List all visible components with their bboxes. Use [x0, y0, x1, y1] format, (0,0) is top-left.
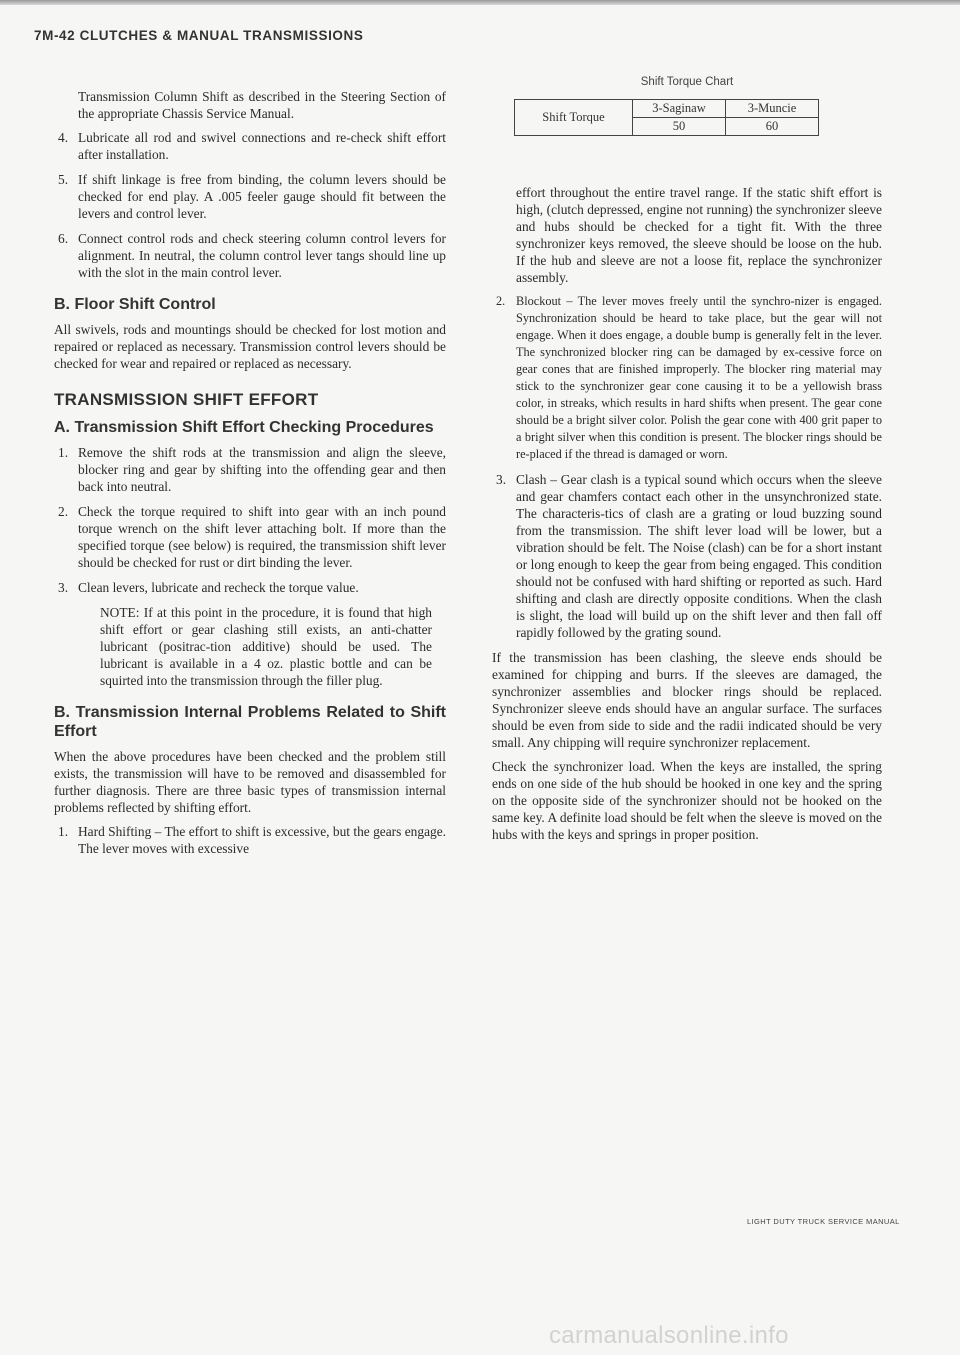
floor-shift-heading: B. Floor Shift Control [54, 296, 216, 313]
step-6 [54, 230, 446, 281]
procedure-step-2 [54, 503, 446, 571]
row-label-cell: Shift Torque [515, 100, 633, 136]
table-row [515, 100, 819, 118]
site-watermark: carmanualsonline.info [549, 1322, 789, 1349]
blockout-item [492, 293, 882, 463]
clashing-paragraph: If the transmission has been clashing, the sleeve ends should be examined for chipping and burrs. If the sleeves are damaged, the synchronizer assemblies and blocker rings should be replaced. Synchronizer sleeve ends should have an angular surface. The surfaces should be even from side to side and the radii indicated should be very small. Any chipping will require synchronizer replacement. [492, 650, 882, 750]
step-number: 4. [58, 130, 69, 145]
footer-manual-name: LIGHT DUTY TRUCK SERVICE MANUAL [747, 1217, 900, 1226]
step-4 [54, 129, 446, 163]
right-column [492, 76, 882, 850]
step-text: Hard Shifting – The effort to shift is excessive, but the gears engage. The lever moves with excessive [78, 824, 446, 856]
column-header-saginaw: 3-Saginaw [633, 100, 726, 118]
step-text: Remove the shift rods at the transmission and align the sleeve, blocker ring and gear by shifting into the offending gear and then back into neutral. [78, 445, 446, 494]
clash-item [492, 471, 882, 641]
shift-effort-heading: TRANSMISSION SHIFT EFFORT [54, 390, 319, 409]
step-number: 2. [496, 294, 506, 308]
step-number: 2. [58, 504, 69, 519]
hard-shifting-continued: effort throughout the entire travel range. If the static shift effort is high, (clutch depressed, engine not running) the synchronizer sleeve and hubs should be checked for a tight fit. With the three synchronizer keys removed, the sleeve should be loose on the hub. If the hub and sleeve are not a loose fit, replace the synchronizer assembly. [516, 185, 882, 285]
running-head: 7M-42 CLUTCHES & MANUAL TRANSMISSIONS [34, 28, 364, 43]
step-text: Clash – Gear clash is a typical sound which occurs when the sleeve and gear chamfers contact each other in the unsynchronized state. The characteris-tics of clash are a grating or loud buzzing sound from the transmission. The shift lever load will be lower, but a vibration should be felt. The Noise (clash) can be for a short instant or long enough to keep the gear from being engaged. This condition should not be confused with hard shifting or reported as such. Hard shifting and clash are directly opposite conditions. When the clash is slight, the load will build up on the shift lever and then fall off rapidly followed by the grating sound. [516, 472, 882, 640]
step-text: If shift linkage is free from binding, the column levers should be checked for end play. A .005 feeler gauge should fit between the levers and control lever. [78, 172, 446, 221]
value-muncie: 60 [726, 118, 819, 136]
step-text: Check the torque required to shift into gear with an inch pound torque wrench on the shift lever attaching bolt. If more than the specified torque (see below) is required, the transmission shift lever should be checked for rust or dirt binding the lever. [78, 504, 446, 570]
step-number: 6. [58, 231, 69, 246]
top-rule [0, 0, 960, 5]
internal-problems-heading: B. Transmission Internal Problems Related to Shift Effort [54, 704, 446, 740]
checking-procedures-heading: A. Transmission Shift Effort Checking Procedures [54, 419, 434, 436]
procedure-step-1 [54, 444, 446, 495]
synchronizer-load-paragraph: Check the synchronizer load. When the keys are installed, the spring ends on one side of the hub should be hooked in one key and the spring on the opposite side of the synchronizer should not be hooked on the same key. A definite load should be felt when the sleeve is moved on the hubs with the keys and springs in proper position. [492, 759, 882, 842]
step-5 [54, 171, 446, 222]
procedure-step-3 [54, 579, 446, 596]
step-number: 5. [58, 172, 69, 187]
shift-torque-table [514, 99, 819, 136]
step-number: 1. [58, 445, 69, 460]
column-header-muncie: 3-Muncie [726, 100, 819, 118]
step-number: 1. [58, 824, 69, 839]
column-shift-intro: Transmission Column Shift as described in the Steering Section of the appropriate Chassis Service Manual. [78, 89, 446, 121]
torque-chart-title: Shift Torque Chart [640, 76, 734, 88]
floor-shift-paragraph: All swivels, rods and mountings should be checked for lost motion and repaired or replaced as necessary. Transmission control levers should be checked for wear and repaired or replaced as necessary. [54, 322, 446, 371]
step-text: Connect control rods and check steering column control levers for alignment. In neutral, the column control lever tangs should line up with the slot in the main control lever. [78, 231, 446, 280]
internal-problems-paragraph: When the above procedures have been checked and the problem still exists, the transmission will have to be removed and disassembled for further diagnosis. There are three basic types of transmission internal problems reflected by shifting effort. [54, 749, 446, 815]
step-text: Lubricate all rod and swivel connections and re-check shift effort after installation. [78, 130, 446, 162]
left-column [54, 88, 446, 865]
value-saginaw: 50 [633, 118, 726, 136]
hard-shifting-item [54, 823, 446, 857]
step-number: 3. [496, 472, 507, 487]
step-text: Clean levers, lubricate and recheck the torque value. [78, 580, 359, 595]
step-text: Blockout – The lever moves freely until the synchro-nizer is engaged. Synchronization should be heard to take place, but the gear will not engage. When it does engage, a double bump is generally felt in the lever. The synchronized blocker ring can be damaged by ex-cessive force on gear cones that are finished improperly. The blocker ring material may stick to the synchronizer gear cone causing it to be a yellowish brass color, in streaks, which results in hard shifts when present. The gear cone should be a bright silver color. Polish the gear cone with 400 grit paper to a bright silver when this condition is present. The blocker rings should be re-placed if the thread is damaged or worn. [516, 294, 882, 461]
note-paragraph: NOTE: If at this point in the procedure, it is found that high shift effort or gear clashing still exists, an anti-chatter lubricant (positrac-tion additive) should be used. The lubricant is available in a 4 oz. plastic bottle and can be squirted into the transmission through the filler plug. [100, 605, 432, 688]
step-number: 3. [58, 580, 69, 595]
